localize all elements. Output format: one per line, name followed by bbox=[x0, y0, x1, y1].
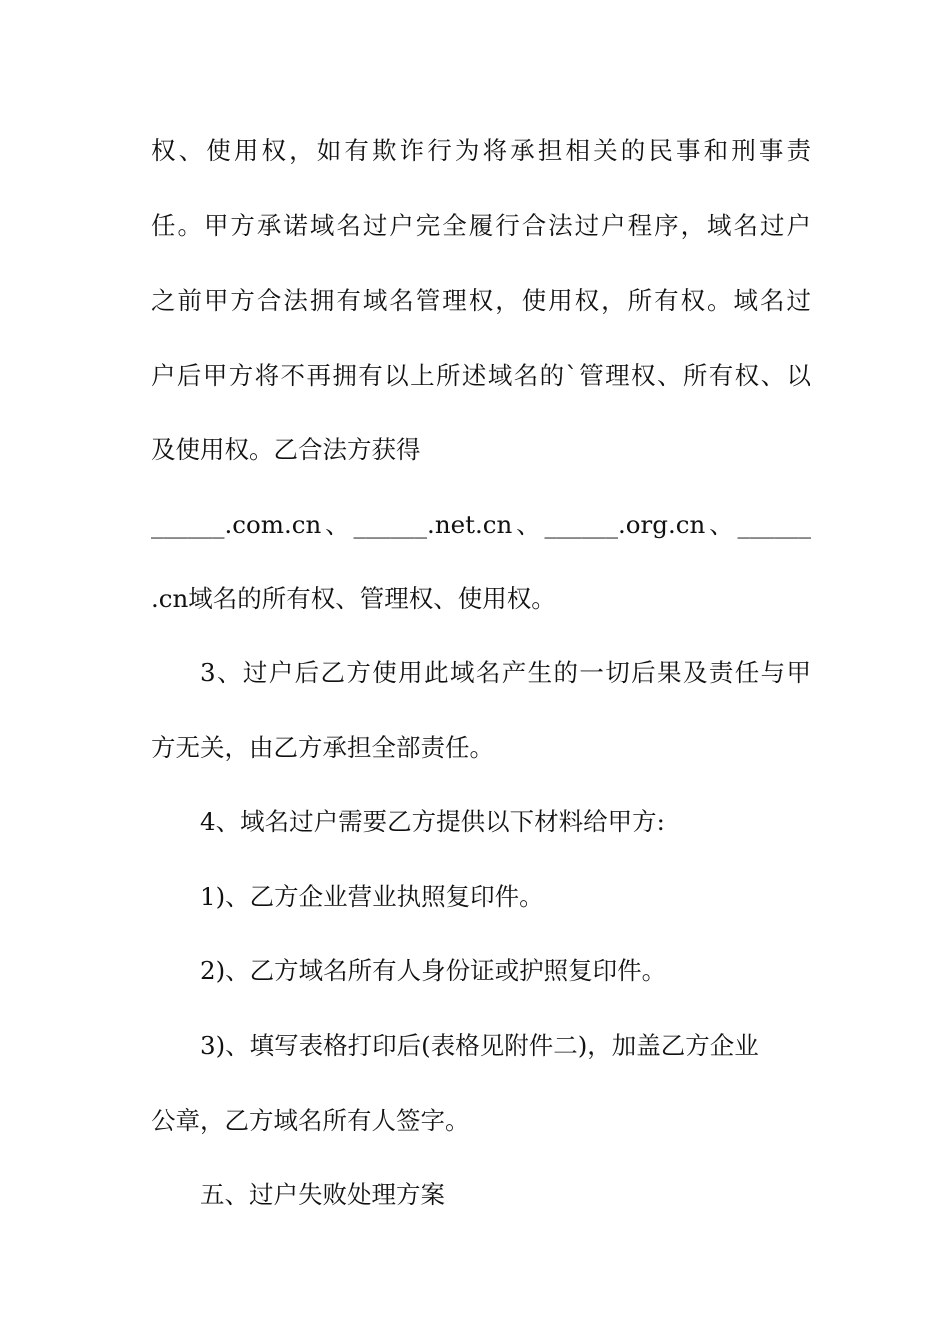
text-line: 权、使用权，如有欺诈行为将承担相关的民事和刑事责 bbox=[151, 136, 811, 165]
section-heading: 五、过户失败处理方案 bbox=[200, 1180, 445, 1209]
text-line: 任。甲方承诺域名过户完全履行合法过户程序，域名过户 bbox=[151, 211, 811, 240]
text-line: 方无关，由乙方承担全部责任。 bbox=[151, 733, 494, 762]
text-line: 2)、乙方域名所有人身份证或护照复印件。 bbox=[200, 956, 667, 985]
text-line: ______.com.cn、______.net.cn、______.org.cn、______ bbox=[151, 510, 811, 539]
text-line: 之前甲方合法拥有域名管理权，使用权，所有权。域名过 bbox=[151, 286, 811, 315]
text-line: 1)、乙方企业营业执照复印件。 bbox=[200, 882, 544, 911]
text-line: 及使用权。乙合法方获得 bbox=[151, 435, 421, 464]
text-line: 4、域名过户需要乙方提供以下材料给甲方: bbox=[200, 807, 665, 836]
text-line: 公章，乙方域名所有人签字。 bbox=[151, 1106, 470, 1135]
text-line: .cn域名的所有权、管理权、使用权。 bbox=[151, 584, 556, 613]
text-line: 3、过户后乙方使用此域名产生的一切后果及责任与甲 bbox=[200, 658, 811, 687]
text-line: 户后甲方将不再拥有以上所述域名的`管理权、所有权、以 bbox=[151, 361, 811, 390]
text-line: 3)、填写表格打印后(表格见附件二)，加盖乙方企业 bbox=[200, 1031, 759, 1060]
